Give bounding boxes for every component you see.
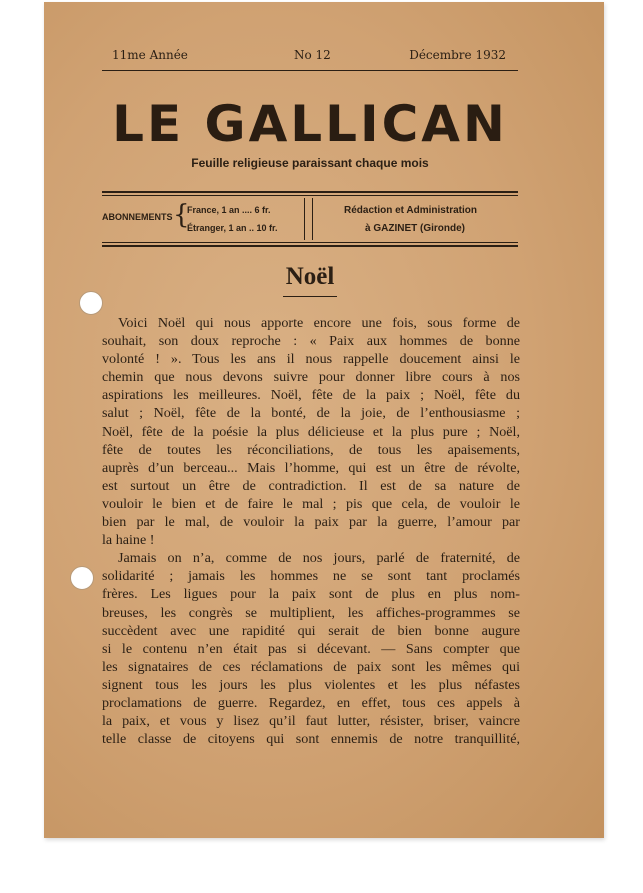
- masthead-title: LE GALLICAN: [112, 95, 508, 153]
- redaction-address: à GAZINET (Gironde): [365, 223, 465, 234]
- article-line: la haine !: [102, 532, 155, 549]
- article-line: la paix, et vous y lisez qu’il faut lutter, résister, briser, vaincre: [102, 713, 520, 730]
- masthead-subtitle: Feuille religieuse paraissant chaque mois: [191, 156, 429, 170]
- subscription-rule-top-thin: [102, 195, 518, 196]
- punch-hole-top: [79, 291, 103, 315]
- article-line: aspirations les meilleures. Noël, fête de la paix ; Noël, fête du: [102, 387, 520, 404]
- redaction-label: Rédaction et Administration: [344, 205, 477, 216]
- article-line: est surtout un être de contradiction. Il est de sa nature de: [102, 477, 520, 494]
- issue-number: No 12: [294, 48, 331, 62]
- article-line: chemin que nous devons suivre pour donner libre cours à nos: [102, 369, 520, 386]
- issue-header-line: [112, 48, 506, 66]
- article-line: auprès d’un berceau... Mais l’homme, qui est un être de révolte,: [102, 459, 520, 476]
- top-rule: [102, 70, 518, 71]
- article-line: salut ; Noël, fête de la bonté, de la joie, de l’enthousiasme ;: [102, 405, 520, 422]
- article-line: succèdent avec une rapidité qui serait de bien bonne augure: [102, 622, 520, 639]
- price-france: France, 1 an .... 6 fr.: [187, 205, 271, 215]
- subscription-divider-a: [304, 198, 305, 240]
- article-line: vouloir le bien et de faire le mal ; pis que cela, de vouloir le: [102, 495, 520, 512]
- article-line: bien par le mal, de vouloir la paix par la guerre, l’amour par: [102, 514, 520, 531]
- article-line: souhait, son doux reproche : « Paix aux hommes de bonne: [102, 333, 520, 350]
- subscription-rule-bottom: [102, 242, 518, 243]
- article-body: [102, 314, 520, 748]
- article-line: fête de toutes les réconciliations, de tous les apaisements,: [102, 441, 520, 458]
- article-line: Voici Noël qui nous apporte encore une fois, sous forme de: [118, 315, 520, 331]
- subscription-brace: {: [173, 200, 190, 230]
- article-title: Noël: [285, 263, 335, 290]
- article-line: breuses, les congrès se multiplient, les affiches-programmes se: [102, 604, 520, 621]
- article-line: telle classe de citoyens qui sont ennemis de notre tranquillité,: [102, 731, 520, 748]
- issue-date: Décembre 1932: [409, 48, 506, 62]
- article-line: les signataires de ces réclamations de paix sont les mêmes qui: [102, 658, 520, 675]
- subscription-divider-b: [312, 198, 313, 240]
- article-line: frères. Les ligues pour la paix sont de plus en plus nom-: [102, 586, 520, 603]
- subscription-label: ABONNEMENTS: [102, 212, 173, 222]
- article-line: Jamais on n’a, comme de nos jours, parlé de fraternité, de: [118, 550, 520, 567]
- subscription-rule-top: [102, 191, 518, 193]
- title-underline: [283, 296, 337, 297]
- article-line: volonté ! ». Tous les ans il nous rappelle doucement ainsi le: [102, 351, 520, 368]
- subscription-rule-bottom-thick: [102, 245, 518, 247]
- article-line: signent tous les jours les plus violentes et les plus néfastes: [102, 676, 520, 693]
- article-line: proclamations de guerre. Regardez, en effet, tous ces appels à: [102, 694, 520, 711]
- year-label: 11me Année: [112, 48, 188, 62]
- price-etranger: Étranger, 1 an .. 10 fr.: [187, 223, 278, 233]
- article-line: Noël, fête de la poésie la plus délicieuse et la plus pure ; Noël,: [102, 423, 520, 440]
- punch-hole-bottom: [70, 566, 94, 590]
- article-line: solidarité ; jamais les hommes ne se sont tant proclamés: [102, 568, 520, 585]
- article-line: si le contenu n’en était pas si décevant. — Sans compter que: [102, 640, 520, 657]
